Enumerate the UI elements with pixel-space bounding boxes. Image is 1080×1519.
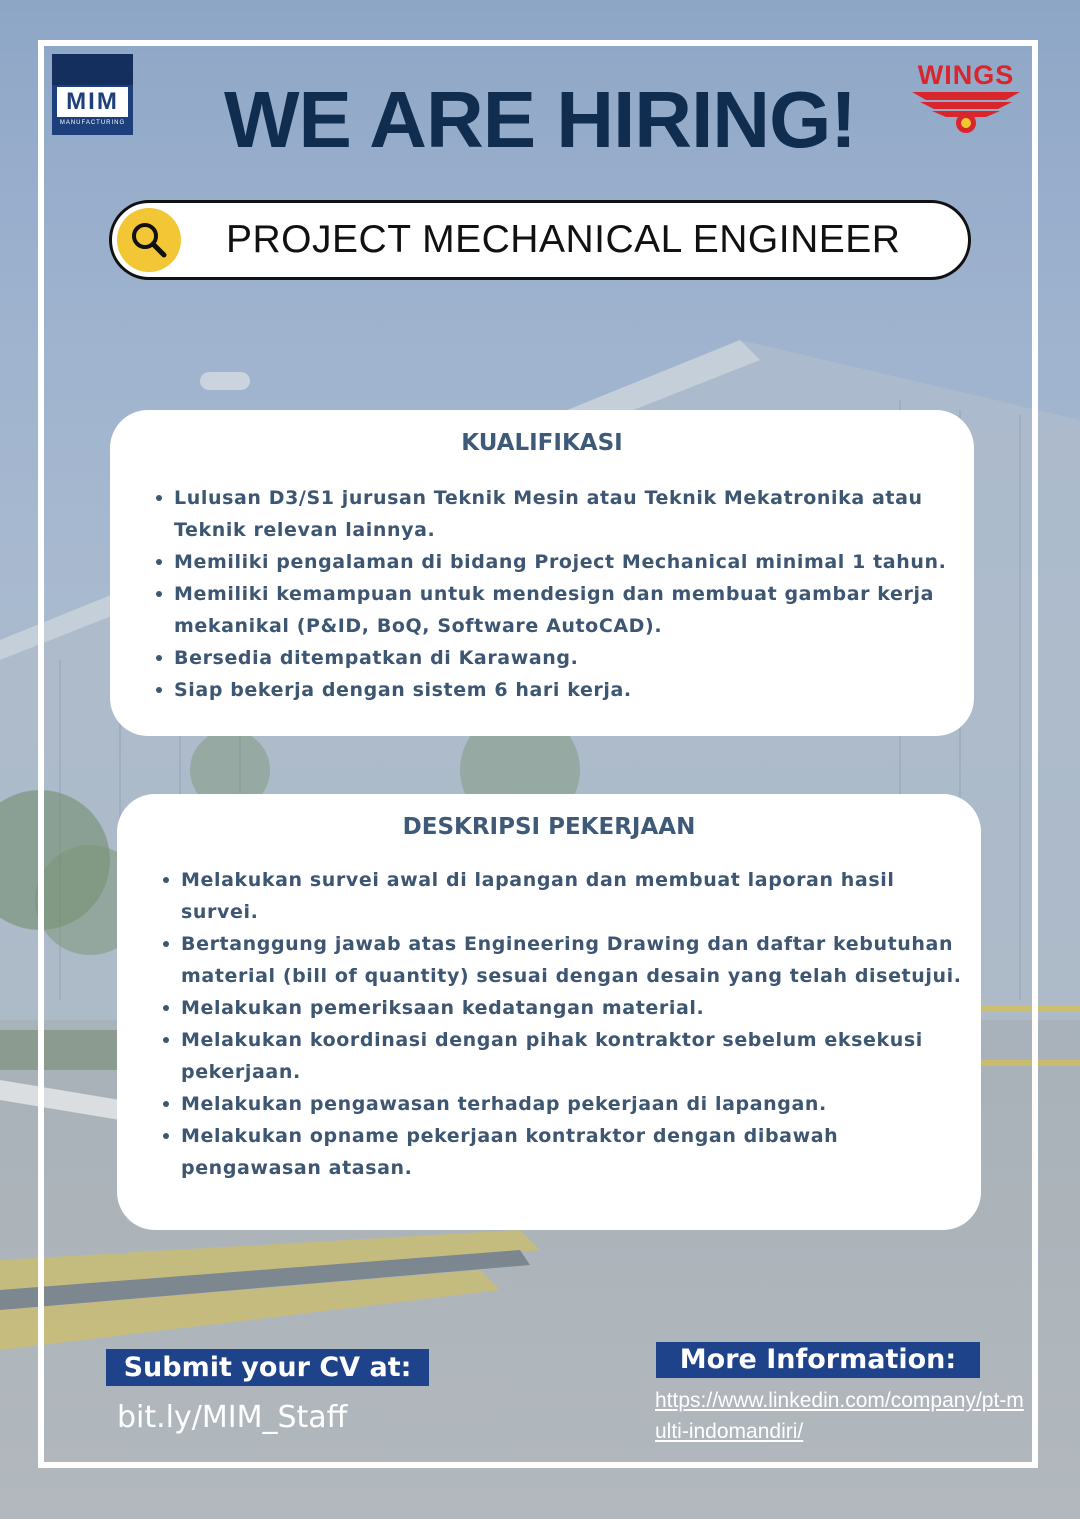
list-item: Memiliki pengalaman di bidang Project Mechanical minimal 1 tahun.: [174, 546, 954, 578]
page-title: WE ARE HIRING!: [224, 75, 856, 164]
list-item: Bersedia ditempatkan di Karawang.: [174, 642, 954, 674]
kualifikasi-title: KUALIFIKASI: [461, 430, 623, 456]
linkedin-link[interactable]: https://www.linkedin.com/company/pt-multi-indomandiri/: [655, 1389, 1024, 1443]
list-item: Melakukan survei awal di lapangan dan membuat laporan hasil survei.: [181, 864, 971, 928]
kualifikasi-list: [154, 482, 954, 706]
list-item: Melakukan pengawasan terhadap pekerjaan di lapangan.: [181, 1088, 971, 1120]
position-title: PROJECT MECHANICAL ENGINEER: [226, 218, 901, 261]
search-bar: [109, 200, 971, 280]
submit-cv-label: Submit your CV at:: [106, 1349, 429, 1386]
wings-logo-text: WINGS: [917, 60, 1015, 90]
list-item: Siap bekerja dengan sistem 6 hari kerja.: [174, 674, 954, 706]
list-item: Bertanggung jawab atas Engineering Drawing dan daftar kebutuhan material (bill of quantity) sesuai dengan desain yang telah disetujui.: [181, 928, 971, 992]
wings-emblem-icon: [906, 88, 1026, 134]
wings-logo: [906, 60, 1026, 134]
search-icon-badge: [117, 208, 181, 272]
mim-logo-text: MIM: [57, 87, 128, 117]
list-item: Melakukan pemeriksaan kedatangan material.: [181, 992, 971, 1024]
deskripsi-list: [161, 864, 971, 1184]
deskripsi-card: [117, 794, 981, 1230]
search-icon: [129, 220, 169, 260]
mim-logo: [52, 54, 133, 135]
list-item: Lulusan D3/S1 jurusan Teknik Mesin atau Teknik Mekatronika atau Teknik relevan lainnya.: [174, 482, 954, 546]
kualifikasi-card: [110, 410, 974, 736]
list-item: Melakukan opname pekerjaan kontraktor dengan dibawah pengawasan atasan.: [181, 1120, 971, 1184]
mim-logo-subtext: MANUFACTURING: [59, 120, 126, 126]
list-item: Melakukan koordinasi dengan pihak kontraktor sebelum eksekusi pekerjaan.: [181, 1024, 971, 1088]
list-item: Memiliki kemampuan untuk mendesign dan membuat gambar kerja mekanikal (P&ID, BoQ, Software AutoCAD).: [174, 578, 954, 642]
deskripsi-title: DESKRIPSI PEKERJAAN: [402, 814, 696, 840]
more-info-label: More Information:: [656, 1342, 980, 1378]
submit-cv-link[interactable]: bit.ly/MIM_Staff: [117, 1400, 348, 1435]
